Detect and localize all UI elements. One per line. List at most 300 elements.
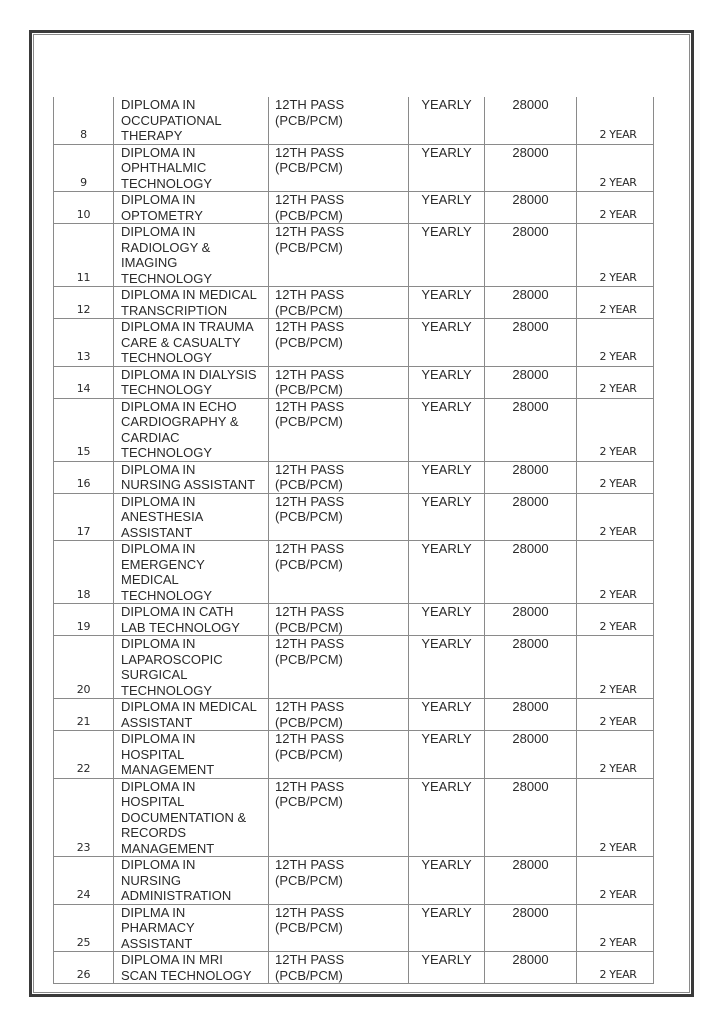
- fee-cell: [485, 224, 577, 287]
- fee-amount: 28000: [512, 636, 549, 651]
- eligibility-line: (PCB/PCM): [275, 160, 343, 175]
- eligibility-line: (PCB/PCM): [275, 414, 343, 429]
- course-name-line: DIPLOMA IN: [121, 857, 196, 872]
- eligibility-cell: [269, 699, 409, 731]
- fee-mode: YEARLY: [421, 636, 472, 651]
- eligibility-line: (PCB/PCM): [275, 556, 343, 572]
- eligibility-cell: [269, 952, 409, 984]
- course-name-line: NURSING: [121, 872, 181, 888]
- duration-cell: [577, 952, 654, 984]
- serial-number-cell: [54, 287, 114, 319]
- fee-amount: 28000: [512, 699, 549, 714]
- eligibility-cell: [269, 192, 409, 224]
- fee-amount: 28000: [512, 857, 549, 872]
- table-row: [54, 857, 654, 905]
- eligibility-line: (PCB/PCM): [275, 651, 343, 667]
- serial-number: 21: [76, 714, 91, 728]
- serial-number-cell: [54, 857, 114, 905]
- course-name-cell: [114, 192, 269, 224]
- eligibility-line: 12TH PASS: [275, 97, 345, 112]
- duration: 2 YEAR: [599, 350, 637, 363]
- course-name-line: SCAN TECHNOLOGY: [121, 967, 252, 983]
- course-name-line: HOSPITAL: [121, 746, 185, 762]
- course-name-line: CARDIOGRAPHY &: [121, 414, 239, 429]
- eligibility-cell: [269, 398, 409, 461]
- eligibility-line: 12TH PASS: [275, 636, 345, 651]
- course-name-line: OCCUPATIONAL: [121, 112, 222, 128]
- course-name-line: ASSISTANT: [121, 524, 193, 540]
- fee-cell: [485, 398, 577, 461]
- duration-cell: [577, 857, 654, 905]
- fee-mode-cell: [409, 952, 485, 984]
- fee-amount: 28000: [512, 319, 549, 334]
- serial-number-cell: [54, 461, 114, 493]
- eligibility-line: (PCB/PCM): [275, 112, 343, 128]
- course-name-line: ANESTHESIA: [121, 509, 204, 524]
- course-name-line: MANAGEMENT: [121, 762, 215, 777]
- duration: 2 YEAR: [599, 445, 637, 458]
- eligibility-line: (PCB/PCM): [275, 746, 343, 762]
- course-name-line: DIPLOMA IN: [121, 97, 196, 112]
- fee-mode: YEARLY: [421, 604, 472, 619]
- course-table-body: [54, 97, 654, 984]
- eligibility-cell: [269, 319, 409, 367]
- serial-number: 16: [76, 477, 91, 490]
- course-name-line: LAB TECHNOLOGY: [121, 619, 240, 635]
- table-row: [54, 952, 654, 984]
- course-name-line: DIPLMA IN: [121, 904, 186, 920]
- eligibility-line: (PCB/PCM): [275, 382, 343, 397]
- fee-amount: 28000: [512, 398, 549, 414]
- fee-amount: 28000: [512, 541, 549, 556]
- table-row: [54, 287, 654, 319]
- eligibility-line: 12TH PASS: [275, 857, 345, 872]
- fee-amount: 28000: [512, 493, 549, 509]
- eligibility-line: (PCB/PCM): [275, 920, 343, 935]
- eligibility-line: (PCB/PCM): [275, 794, 343, 809]
- fee-cell: [485, 541, 577, 604]
- fee-mode-cell: [409, 699, 485, 731]
- fee-mode-cell: [409, 904, 485, 952]
- eligibility-line: 12TH PASS: [275, 319, 345, 334]
- fee-cell: [485, 192, 577, 224]
- fee-mode: YEARLY: [421, 287, 472, 302]
- course-name-line: THERAPY: [121, 128, 183, 143]
- course-name-line: TRANSCRIPTION: [121, 302, 228, 318]
- fee-amount: 28000: [512, 224, 549, 239]
- eligibility-line: (PCB/PCM): [275, 207, 343, 223]
- course-name-line: ASSISTANT: [121, 935, 193, 951]
- eligibility-cell: [269, 604, 409, 636]
- eligibility-cell: [269, 144, 409, 192]
- serial-number-cell: [54, 97, 114, 144]
- course-name-line: RADIOLOGY &: [121, 239, 211, 255]
- serial-number: 24: [76, 888, 91, 901]
- duration-cell: [577, 699, 654, 731]
- duration: 2 YEAR: [599, 128, 637, 141]
- serial-number: 20: [76, 682, 91, 696]
- table-row: [54, 144, 654, 192]
- serial-number: 10: [76, 207, 91, 221]
- duration: 2 YEAR: [599, 888, 637, 901]
- fee-amount: 28000: [512, 144, 549, 160]
- eligibility-line: (PCB/PCM): [275, 477, 343, 492]
- course-name-line: OPHTHALMIC: [121, 160, 207, 175]
- course-name-line: ADMINISTRATION: [121, 888, 232, 903]
- fee-mode-cell: [409, 144, 485, 192]
- serial-number: 25: [76, 935, 91, 949]
- fee-mode-cell: [409, 287, 485, 319]
- eligibility-cell: [269, 857, 409, 905]
- fee-mode: YEARLY: [421, 904, 472, 920]
- course-name-line: DIPLOMA IN MRI: [121, 952, 223, 967]
- duration: 2 YEAR: [599, 382, 637, 395]
- fee-mode-cell: [409, 224, 485, 287]
- serial-number-cell: [54, 699, 114, 731]
- course-name-line: TECHNOLOGY: [121, 682, 213, 698]
- course-name-cell: [114, 366, 269, 398]
- course-name-cell: [114, 541, 269, 604]
- eligibility-line: 12TH PASS: [275, 493, 345, 509]
- course-name-line: DOCUMENTATION &: [121, 809, 247, 825]
- course-name-line: TECHNOLOGY: [121, 350, 213, 365]
- fee-mode-cell: [409, 778, 485, 857]
- fee-mode: YEARLY: [421, 541, 472, 556]
- duration: 2 YEAR: [599, 175, 637, 189]
- fee-amount: 28000: [512, 461, 549, 477]
- course-name-line: CARDIAC: [121, 429, 180, 445]
- table-row: [54, 97, 654, 144]
- fee-mode-cell: [409, 192, 485, 224]
- course-name-line: MANAGEMENT: [121, 840, 215, 856]
- table-row: [54, 541, 654, 604]
- eligibility-line: 12TH PASS: [275, 224, 345, 239]
- eligibility-line: (PCB/PCM): [275, 239, 343, 255]
- fee-mode-cell: [409, 97, 485, 144]
- duration-cell: [577, 224, 654, 287]
- fee-mode: YEARLY: [421, 778, 472, 794]
- fee-cell: [485, 636, 577, 699]
- eligibility-line: 12TH PASS: [275, 461, 345, 477]
- course-name-line: EMERGENCY: [121, 556, 205, 572]
- fee-amount: 28000: [512, 778, 549, 794]
- serial-number-cell: [54, 493, 114, 541]
- serial-number: 17: [76, 524, 91, 538]
- duration: 2 YEAR: [599, 302, 637, 316]
- eligibility-line: (PCB/PCM): [275, 714, 343, 730]
- course-name-line: DIPLOMA IN: [121, 224, 196, 239]
- fee-amount: 28000: [512, 192, 549, 207]
- eligibility-cell: [269, 97, 409, 144]
- fee-mode: YEARLY: [421, 952, 472, 967]
- duration: 2 YEAR: [599, 935, 637, 949]
- eligibility-cell: [269, 541, 409, 604]
- serial-number: 22: [76, 762, 91, 775]
- course-name-line: HOSPITAL: [121, 794, 185, 809]
- fee-mode-cell: [409, 731, 485, 779]
- table-row: [54, 604, 654, 636]
- eligibility-line: (PCB/PCM): [275, 302, 343, 318]
- duration: 2 YEAR: [599, 587, 637, 601]
- course-name-cell: [114, 699, 269, 731]
- serial-number: 12: [76, 302, 91, 316]
- course-name-line: TECHNOLOGY: [121, 445, 213, 460]
- table-row: [54, 904, 654, 952]
- serial-number: 23: [76, 840, 91, 854]
- duration: 2 YEAR: [599, 682, 637, 696]
- fee-cell: [485, 366, 577, 398]
- fee-mode-cell: [409, 319, 485, 367]
- table-row: [54, 778, 654, 857]
- eligibility-cell: [269, 778, 409, 857]
- serial-number-cell: [54, 144, 114, 192]
- serial-number: 26: [76, 967, 91, 981]
- fee-cell: [485, 857, 577, 905]
- course-table: [53, 97, 654, 984]
- course-name-line: DIPLOMA IN: [121, 461, 196, 477]
- duration: 2 YEAR: [599, 619, 637, 633]
- fee-amount: 28000: [512, 366, 549, 382]
- table-row: [54, 461, 654, 493]
- course-name-line: TECHNOLOGY: [121, 270, 213, 286]
- duration-cell: [577, 192, 654, 224]
- duration-cell: [577, 461, 654, 493]
- duration-cell: [577, 604, 654, 636]
- eligibility-line: (PCB/PCM): [275, 619, 343, 635]
- table-row: [54, 699, 654, 731]
- course-name-cell: [114, 952, 269, 984]
- fee-mode: YEARLY: [421, 461, 472, 477]
- fee-mode: YEARLY: [421, 224, 472, 239]
- duration-cell: [577, 493, 654, 541]
- course-name-cell: [114, 224, 269, 287]
- eligibility-line: 12TH PASS: [275, 604, 345, 619]
- course-name-line: DIPLOMA IN: [121, 636, 196, 651]
- duration-cell: [577, 636, 654, 699]
- serial-number-cell: [54, 904, 114, 952]
- duration-cell: [577, 319, 654, 367]
- course-name-line: IMAGING: [121, 255, 178, 270]
- serial-number-cell: [54, 952, 114, 984]
- fee-cell: [485, 97, 577, 144]
- fee-cell: [485, 319, 577, 367]
- serial-number: 8: [80, 128, 87, 141]
- course-name-cell: [114, 319, 269, 367]
- course-name-line: LAPAROSCOPIC: [121, 651, 223, 667]
- fee-cell: [485, 604, 577, 636]
- serial-number-cell: [54, 224, 114, 287]
- duration-cell: [577, 398, 654, 461]
- fee-mode-cell: [409, 541, 485, 604]
- course-name-cell: [114, 461, 269, 493]
- duration-cell: [577, 144, 654, 192]
- fee-mode-cell: [409, 857, 485, 905]
- course-name-cell: [114, 731, 269, 779]
- course-name-line: RECORDS: [121, 825, 187, 840]
- fee-mode: YEARLY: [421, 493, 472, 509]
- duration: 2 YEAR: [599, 270, 637, 284]
- table-row: [54, 636, 654, 699]
- eligibility-cell: [269, 224, 409, 287]
- eligibility-line: 12TH PASS: [275, 287, 345, 302]
- duration: 2 YEAR: [599, 714, 637, 728]
- duration: 2 YEAR: [599, 207, 637, 221]
- fee-cell: [485, 461, 577, 493]
- eligibility-line: (PCB/PCM): [275, 509, 343, 524]
- fee-amount: 28000: [512, 604, 549, 619]
- eligibility-line: 12TH PASS: [275, 398, 345, 414]
- fee-amount: 28000: [512, 904, 549, 920]
- serial-number-cell: [54, 541, 114, 604]
- fee-mode: YEARLY: [421, 144, 472, 160]
- serial-number-cell: [54, 604, 114, 636]
- course-name-cell: [114, 636, 269, 699]
- fee-amount: 28000: [512, 952, 549, 967]
- table-row: [54, 731, 654, 779]
- fee-cell: [485, 699, 577, 731]
- eligibility-line: 12TH PASS: [275, 366, 345, 382]
- fee-mode: YEARLY: [421, 97, 472, 112]
- serial-number: 19: [76, 619, 91, 633]
- course-name-cell: [114, 398, 269, 461]
- serial-number: 11: [76, 270, 91, 284]
- course-name-line: DIPLOMA IN MEDICAL: [121, 699, 257, 714]
- eligibility-line: 12TH PASS: [275, 952, 345, 967]
- fee-mode: YEARLY: [421, 398, 472, 414]
- table-row: [54, 493, 654, 541]
- duration-cell: [577, 541, 654, 604]
- course-name-line: SURGICAL: [121, 667, 188, 682]
- serial-number: 15: [76, 445, 91, 458]
- serial-number: 9: [80, 175, 87, 189]
- fee-mode-cell: [409, 398, 485, 461]
- serial-number-cell: [54, 636, 114, 699]
- duration: 2 YEAR: [599, 524, 637, 538]
- eligibility-line: (PCB/PCM): [275, 967, 343, 983]
- course-name-line: TECHNOLOGY: [121, 175, 213, 191]
- eligibility-line: 12TH PASS: [275, 144, 345, 160]
- serial-number-cell: [54, 731, 114, 779]
- course-name-line: DIPLOMA IN: [121, 144, 196, 160]
- fee-mode: YEARLY: [421, 366, 472, 382]
- fee-cell: [485, 904, 577, 952]
- eligibility-line: 12TH PASS: [275, 699, 345, 714]
- serial-number: 18: [76, 587, 91, 601]
- fee-cell: [485, 493, 577, 541]
- course-name-cell: [114, 857, 269, 905]
- duration-cell: [577, 97, 654, 144]
- course-name-cell: [114, 904, 269, 952]
- eligibility-cell: [269, 731, 409, 779]
- fee-cell: [485, 144, 577, 192]
- eligibility-line: (PCB/PCM): [275, 334, 343, 350]
- serial-number-cell: [54, 319, 114, 367]
- serial-number-cell: [54, 192, 114, 224]
- fee-cell: [485, 287, 577, 319]
- course-name-line: DIPLOMA IN TRAUMA: [121, 319, 254, 334]
- fee-mode: YEARLY: [421, 857, 472, 872]
- course-name-line: PHARMACY: [121, 920, 195, 935]
- fee-mode-cell: [409, 493, 485, 541]
- course-name-line: CARE & CASUALTY: [121, 334, 241, 350]
- fee-cell: [485, 952, 577, 984]
- course-name-line: DIPLOMA IN: [121, 731, 196, 746]
- serial-number-cell: [54, 366, 114, 398]
- course-name-line: DIPLOMA IN: [121, 493, 196, 509]
- course-name-line: DIPLOMA IN: [121, 778, 196, 794]
- serial-number-cell: [54, 398, 114, 461]
- course-name-line: TECHNOLOGY: [121, 587, 213, 603]
- duration-cell: [577, 904, 654, 952]
- fee-cell: [485, 731, 577, 779]
- fee-mode-cell: [409, 461, 485, 493]
- serial-number: 14: [76, 382, 91, 395]
- duration: 2 YEAR: [599, 762, 637, 775]
- course-name-line: NURSING ASSISTANT: [121, 477, 256, 492]
- duration: 2 YEAR: [599, 477, 637, 490]
- eligibility-line: 12TH PASS: [275, 731, 345, 746]
- course-name-line: DIPLOMA IN CATH: [121, 604, 234, 619]
- eligibility-line: 12TH PASS: [275, 541, 345, 556]
- eligibility-cell: [269, 366, 409, 398]
- course-name-line: DIPLOMA IN: [121, 541, 196, 556]
- course-name-line: TECHNOLOGY: [121, 382, 213, 397]
- duration-cell: [577, 778, 654, 857]
- course-name-cell: [114, 493, 269, 541]
- eligibility-line: 12TH PASS: [275, 904, 345, 920]
- fee-amount: 28000: [512, 287, 549, 302]
- course-name-cell: [114, 97, 269, 144]
- fee-mode-cell: [409, 636, 485, 699]
- duration-cell: [577, 731, 654, 779]
- table-row: [54, 192, 654, 224]
- fee-amount: 28000: [512, 97, 549, 112]
- course-name-cell: [114, 144, 269, 192]
- fee-amount: 28000: [512, 731, 549, 746]
- eligibility-line: 12TH PASS: [275, 192, 345, 207]
- table-row: [54, 366, 654, 398]
- eligibility-line: 12TH PASS: [275, 778, 345, 794]
- fee-mode: YEARLY: [421, 319, 472, 334]
- course-name-cell: [114, 287, 269, 319]
- fee-mode: YEARLY: [421, 731, 472, 746]
- duration-cell: [577, 366, 654, 398]
- course-name-line: DIPLOMA IN DIALYSIS: [121, 366, 257, 382]
- duration-cell: [577, 287, 654, 319]
- eligibility-cell: [269, 461, 409, 493]
- course-name-cell: [114, 604, 269, 636]
- serial-number: 13: [76, 350, 91, 363]
- fee-mode: YEARLY: [421, 699, 472, 714]
- eligibility-line: (PCB/PCM): [275, 872, 343, 888]
- table-row: [54, 224, 654, 287]
- table-row: [54, 319, 654, 367]
- eligibility-cell: [269, 904, 409, 952]
- course-name-line: OPTOMETRY: [121, 207, 203, 223]
- course-name-line: DIPLOMA IN: [121, 192, 196, 207]
- course-name-cell: [114, 778, 269, 857]
- fee-mode-cell: [409, 604, 485, 636]
- course-name-line: MEDICAL: [121, 572, 179, 587]
- eligibility-cell: [269, 493, 409, 541]
- fee-mode: YEARLY: [421, 192, 472, 207]
- course-name-line: DIPLOMA IN ECHO: [121, 398, 237, 414]
- duration: 2 YEAR: [599, 840, 637, 854]
- fee-cell: [485, 778, 577, 857]
- table-row: [54, 398, 654, 461]
- course-name-line: ASSISTANT: [121, 714, 193, 730]
- course-name-line: DIPLOMA IN MEDICAL: [121, 287, 257, 302]
